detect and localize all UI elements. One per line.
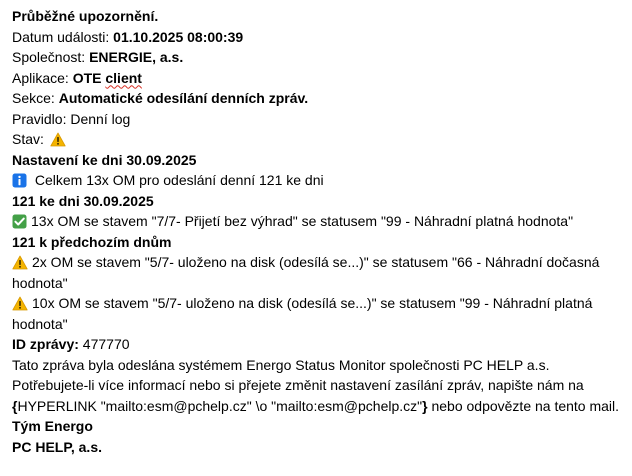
ok-row bbox=[12, 211, 622, 232]
notification-heading: Průběžné upozornění. bbox=[12, 8, 159, 24]
message-id-label: ID zprávy: bbox=[12, 336, 79, 352]
warning-text-1: 2x OM se stavem "5/7- uloženo na disk (odesílá se...)" se statusem "66 - Náhradní dočasná hodnota" bbox=[12, 254, 600, 291]
warning-text-2: 10x OM se stavem "5/7- uloženo na disk (odesílá se...)" se statusem "99 - Náhradní platná hodnota" bbox=[12, 295, 593, 332]
previous-days-heading: 121 k předchozím dnům bbox=[12, 233, 172, 250]
warning-icon bbox=[50, 132, 66, 147]
event-date-value: 01.10.2025 08:00:39 bbox=[113, 28, 244, 45]
field-brace-close: } bbox=[422, 397, 428, 414]
application-label: Aplikace: bbox=[12, 69, 73, 86]
check-icon bbox=[12, 214, 27, 229]
section-label: Sekce: bbox=[12, 90, 59, 106]
warning-icon bbox=[12, 296, 28, 311]
settings-heading: Nastavení ke dni 30.09.2025 bbox=[12, 151, 197, 168]
event-date-row bbox=[12, 27, 622, 48]
event-date-label: Datum události: bbox=[12, 28, 114, 45]
company-row bbox=[12, 47, 622, 68]
spellcheck-underline: client bbox=[105, 69, 142, 86]
state-row bbox=[12, 129, 622, 150]
company-label: Společnost: bbox=[12, 49, 90, 65]
footer-contact-text: Potřebujete-li více informací nebo si přejete změnit nastavení zasílání zpráv, napište nám na {HYPERLINK "mailto:esm@pchelp.cz" \o "mailto:esm@pchelp.cz"} nebo odpovězte na tento mail. bbox=[12, 377, 620, 414]
rule-row bbox=[12, 109, 622, 130]
ok-text: 13x OM se stavem "7/7- Přijetí bez výhrad" se statusem "99 - Náhradní platná hodnota" bbox=[31, 213, 574, 229]
section-row bbox=[12, 88, 622, 109]
section-value: Automatické odesílání denních zpráv. bbox=[58, 90, 309, 106]
warning-row-1 bbox=[12, 252, 622, 293]
warning-row-2 bbox=[12, 293, 622, 334]
application-row bbox=[12, 68, 622, 89]
info-icon bbox=[12, 173, 27, 188]
info-row bbox=[12, 170, 622, 191]
footer-sent-text: Tato zpráva byla odeslána systémem Energo Status Monitor společnosti PC HELP a.s. bbox=[12, 356, 550, 373]
message-id-value: 477770 bbox=[78, 336, 130, 352]
signature-company: PC HELP, a.s. bbox=[12, 438, 103, 455]
state-label: Stav: bbox=[12, 131, 48, 147]
info-text: Celkem 13x OM pro odeslání denní 121 ke dni bbox=[34, 172, 324, 188]
application-value: OTE client bbox=[72, 69, 142, 86]
day-heading: 121 ke dni 30.09.2025 bbox=[12, 192, 154, 209]
company-value: ENERGIE, a.s. bbox=[89, 49, 184, 65]
warning-icon bbox=[12, 255, 28, 270]
message-id-row bbox=[12, 334, 622, 355]
signature-team: Tým Energo bbox=[12, 418, 93, 434]
rule-label: Pravidlo: bbox=[12, 110, 71, 127]
rule-value: Denní log bbox=[70, 110, 131, 127]
notification-document bbox=[12, 6, 622, 457]
field-brace-open: { bbox=[12, 397, 18, 414]
hyperlink-field-code[interactable]: HYPERLINK "mailto:esm@pchelp.cz" \o "mailto:esm@pchelp.cz" bbox=[17, 397, 423, 414]
